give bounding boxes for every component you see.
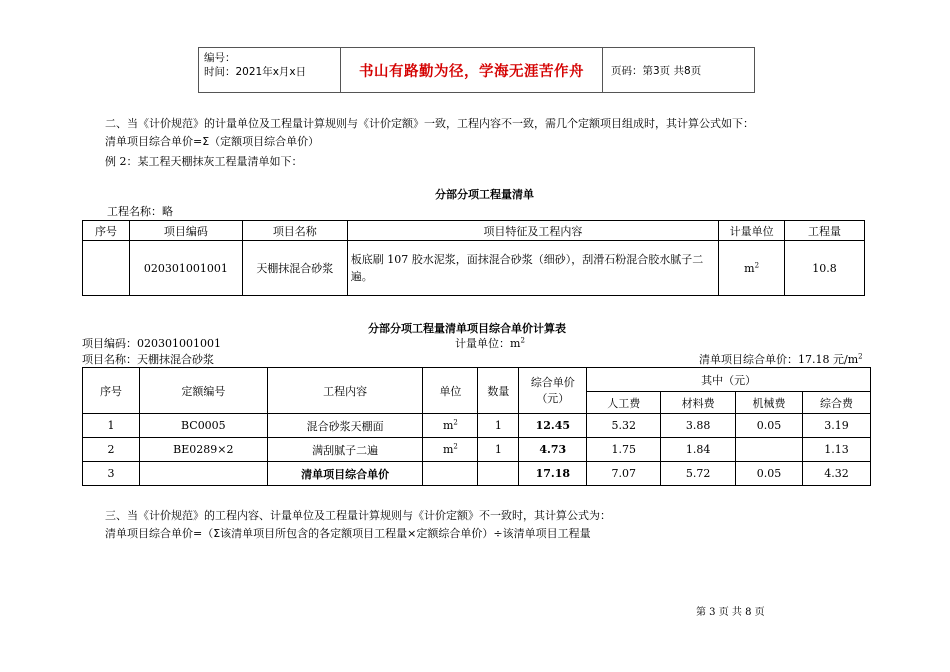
cell-machine: 0.05: [736, 414, 803, 438]
cell-qty: 1: [478, 438, 519, 462]
cell-overall: 4.32: [803, 462, 871, 486]
col-header: 工程量: [785, 221, 865, 241]
cell-seq: [83, 241, 130, 296]
cell-content: 满刮腻子二遍: [267, 438, 423, 462]
page-header: [198, 47, 755, 93]
cell-name: 天棚抹混合砂浆: [242, 241, 347, 296]
price-label: 清单项目综合单价：17.18 元$/m^2$: [699, 352, 863, 366]
cell-qty: 10.8: [785, 241, 865, 296]
cell-overall: 3.19: [803, 414, 871, 438]
header-motto: 书山有路勤为径，学海无涯苦作舟: [340, 48, 603, 92]
cell-qty: 1: [478, 414, 519, 438]
col-header: 定额编号: [139, 368, 267, 414]
table-row: [83, 462, 871, 486]
col-header: 人工费: [587, 392, 661, 414]
cell-seq: 1: [83, 414, 140, 438]
table-row: [83, 241, 865, 296]
paragraph-three: 三、当《计价规范》的工程内容、计量单位及工程量计算规则与《计价定额》不一致时，其计算公式为：: [105, 509, 611, 522]
table1-header-row: [83, 221, 865, 241]
cell-unit: $m^2$: [423, 414, 478, 438]
formula-one: 清单项目综合单价=Σ（定额项目综合单价）: [105, 135, 320, 148]
item-name: 项目名称：天棚抹混合砂浆: [82, 353, 214, 366]
cell-overall: 1.13: [803, 438, 871, 462]
cell-seq: 2: [83, 438, 140, 462]
cell-machine: 0.05: [736, 462, 803, 486]
cell-code: BC0005: [139, 414, 267, 438]
example-line: 例 2：某工程天棚抹灰工程量清单如下：: [105, 155, 303, 168]
col-header: 序号: [83, 368, 140, 414]
col-header: 项目特征及工程内容: [347, 221, 718, 241]
col-header: 项目编码: [129, 221, 242, 241]
cell-code: 020301001001: [129, 241, 242, 296]
header-number: 编号：: [204, 52, 236, 64]
col-header: 材料费: [661, 392, 736, 414]
cell-price: 17.18: [519, 462, 587, 486]
page-footer: 第 3 页 共 8 页: [696, 607, 765, 618]
col-header: 单位: [423, 368, 478, 414]
cell-material: 1.84: [661, 438, 736, 462]
unit-label: 计量单位：$m^2$: [455, 336, 525, 350]
cell-unit: [423, 462, 478, 486]
cell-labor: 5.32: [587, 414, 661, 438]
cell-code: BE0289×2: [139, 438, 267, 462]
item-code: 项目编码：020301001001: [82, 337, 221, 350]
cell-qty: [478, 462, 519, 486]
table1-title: 分部分项工程量清单: [435, 188, 534, 201]
cell-price: 4.73: [519, 438, 587, 462]
cell-unit: $m^2$: [423, 438, 478, 462]
table-row: [83, 438, 871, 462]
col-header: 序号: [83, 221, 130, 241]
col-header: 工程内容: [267, 368, 423, 414]
cell-seq: 3: [83, 462, 140, 486]
col-header: 项目名称: [242, 221, 347, 241]
table-row: [83, 414, 871, 438]
cell-content: 清单项目综合单价: [267, 462, 423, 486]
paragraph-two: 二、当《计价规范》的计量单位及工程量计算规则与《计价定额》一致，工程内容不一致，需几个定额项目组成时，其计算公式如下：: [105, 117, 754, 130]
cell-desc: 板底刷 107 胶水泥浆，面抹混合砂浆（细砂），刮滑石粉混合胶水腻子二遍。: [347, 241, 718, 296]
header-info: [199, 48, 340, 92]
col-header: 机械费: [736, 392, 803, 414]
cell-material: 5.72: [661, 462, 736, 486]
bill-of-quantities-table: [82, 220, 865, 296]
table2-header-row: [83, 368, 871, 392]
cell-price: 12.45: [519, 414, 587, 438]
col-header-group: 其中（元）: [587, 368, 871, 392]
col-header: 数量: [478, 368, 519, 414]
cell-unit: $m^2$: [719, 241, 785, 296]
cell-labor: 1.75: [587, 438, 661, 462]
cell-labor: 7.07: [587, 462, 661, 486]
unit-price-calc-table: [82, 367, 871, 486]
header-time: 时间：2021年x月x日: [204, 66, 307, 78]
table2-title: 分部分项工程量清单项目综合单价计算表: [368, 322, 566, 335]
col-header: 综合费: [803, 392, 871, 414]
col-header: 计量单位: [719, 221, 785, 241]
header-page: 页码：第3页 共8页: [611, 64, 702, 77]
formula-two: 清单项目综合单价=（Σ该清单项目所包含的各定额项目工程量×定额综合单价）÷该清单项目工程量: [105, 527, 591, 540]
cell-machine: [736, 438, 803, 462]
col-header-price: 综合单价 （元）: [519, 368, 587, 414]
cell-code: [139, 462, 267, 486]
cell-material: 3.88: [661, 414, 736, 438]
project-name: 工程名称：略: [107, 205, 173, 218]
cell-content: 混合砂浆天棚面: [267, 414, 423, 438]
